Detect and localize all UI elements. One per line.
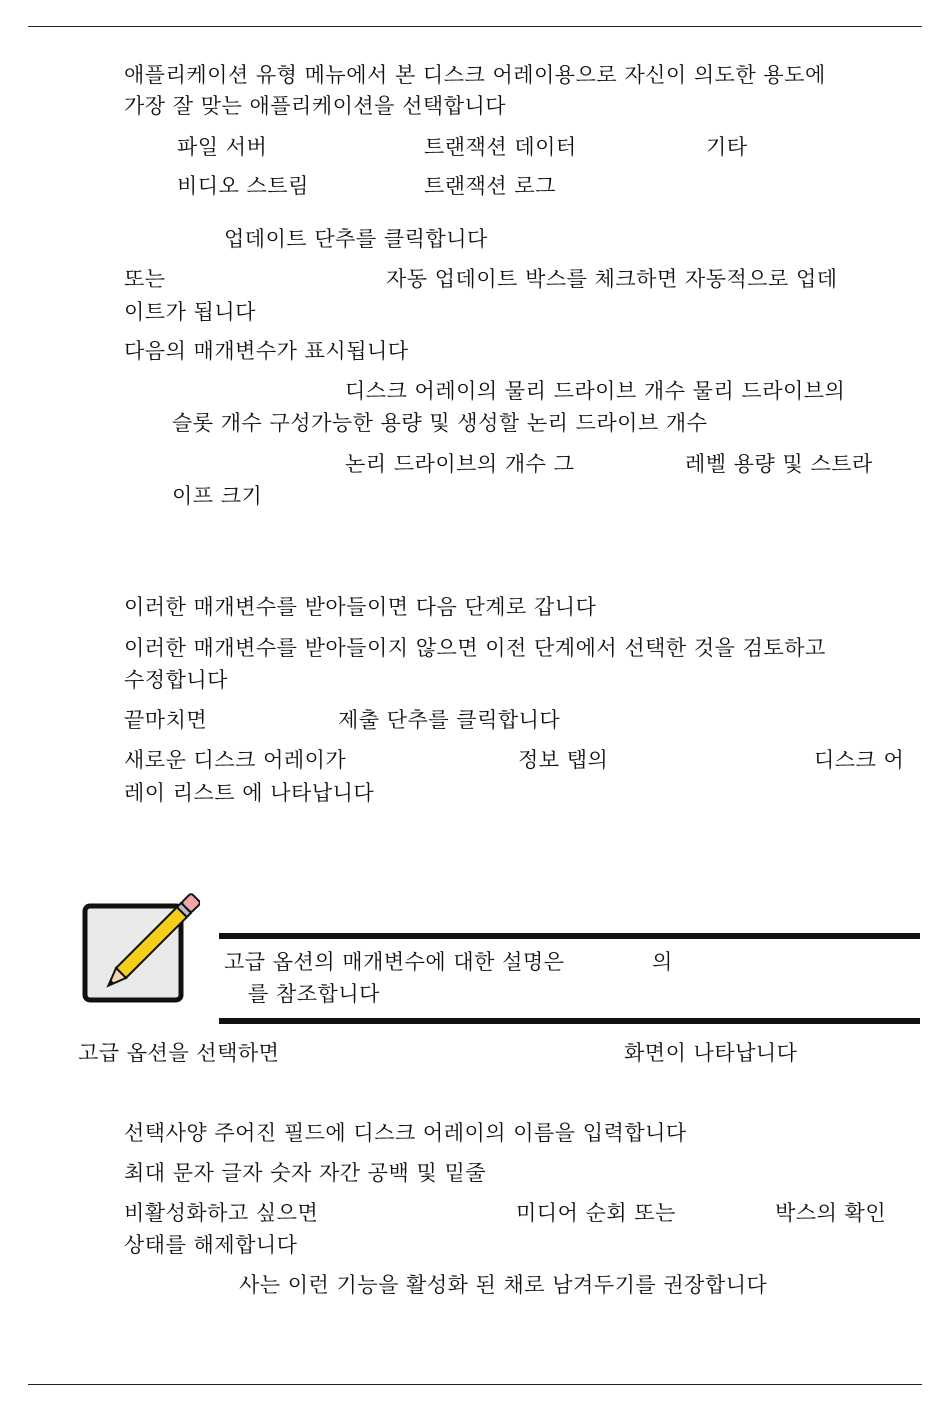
advanced-recommend: 사는 이런 기능을 활성화 된 채로 남겨두기를 권장합니다 <box>239 1273 768 1297</box>
step-app-type-line2: 가장 잘 맞는 애플리케이션을 선택합니다 <box>124 94 507 118</box>
param-physical-line1: 디스크 어레이의 물리 드라이브 개수 물리 드라이브의 <box>345 379 846 403</box>
step-new-array-c: 디스크 어 <box>814 748 905 772</box>
param-logical-line1a: 논리 드라이브의 개수 그 <box>345 452 575 476</box>
option-other: 기타 <box>706 135 748 159</box>
advanced-intro-suffix: 화면이 나타납니다 <box>624 1041 798 1065</box>
param-logical-line1b: 레벨 용량 및 스트라 <box>685 452 873 476</box>
step-new-array-line2: 레이 리스트 에 나타납니다 <box>124 781 375 805</box>
note-top-bar <box>219 933 920 939</box>
advanced-disable-line2: 상태를 해제합니다 <box>124 1233 298 1257</box>
step-reject-line1: 이러한 매개변수를 받아들이지 않으면 이전 단계에서 선택한 것을 검토하고 <box>124 636 826 660</box>
pencil-note-icon <box>80 892 200 1008</box>
advanced-disable-box: 박스의 확인 <box>775 1201 887 1225</box>
step-app-type-line1: 애플리케이션 유형 메뉴에서 본 디스크 어레이용으로 자신이 의도한 용도에 <box>124 63 826 87</box>
step-update-click: 업데이트 단추를 클릭합니다 <box>224 227 488 251</box>
option-transaction-data: 트랜잭션 데이터 <box>424 135 577 159</box>
note-line1a: 고급 옵션의 매개변수에 대한 설명은 <box>224 950 565 974</box>
param-physical-line2: 슬롯 개수 구성가능한 용량 및 생성할 논리 드라이브 개수 <box>172 411 708 435</box>
advanced-max-chars: 최대 문자 글자 숫자 자간 공백 및 밑줄 <box>124 1161 487 1185</box>
note-line1b: 의 <box>652 950 673 974</box>
option-video-stream: 비디오 스트림 <box>177 174 309 198</box>
option-transaction-log: 트랜잭션 로그 <box>424 174 556 198</box>
advanced-disable-prefix: 비활성화하고 싶으면 <box>124 1201 319 1225</box>
step-params-shown: 다음의 매개변수가 표시됩니다 <box>124 339 409 363</box>
top-rule <box>28 26 922 27</box>
step-new-array-b: 정보 탭의 <box>518 748 609 772</box>
option-file-server: 파일 서버 <box>177 135 268 159</box>
step-auto-update-line1: 자동 업데이트 박스를 체크하면 자동적으로 업데 <box>386 267 838 291</box>
step-finish-prefix: 끝마치면 <box>124 708 208 732</box>
step-accept: 이러한 매개변수를 받아들이면 다음 단계로 갑니다 <box>124 595 597 619</box>
step-reject-line2: 수정합니다 <box>124 668 228 692</box>
param-logical-line2: 이프 크기 <box>172 484 263 508</box>
advanced-name-field: 선택사양 주어진 필드에 디스크 어레이의 이름을 입력합니다 <box>124 1121 687 1145</box>
note-line2: 를 참조합니다 <box>248 982 380 1006</box>
step-new-array-a: 새로운 디스크 어레이가 <box>124 748 347 772</box>
step-auto-update-line2: 이트가 됩니다 <box>124 300 256 324</box>
step-or: 또는 <box>124 267 166 291</box>
step-finish-submit: 제출 단추를 클릭합니다 <box>338 708 561 732</box>
advanced-intro-prefix: 고급 옵션을 선택하면 <box>78 1041 280 1065</box>
bottom-rule <box>28 1384 922 1385</box>
advanced-disable-media: 미디어 순회 또는 <box>516 1201 676 1225</box>
note-bottom-bar <box>219 1018 920 1024</box>
